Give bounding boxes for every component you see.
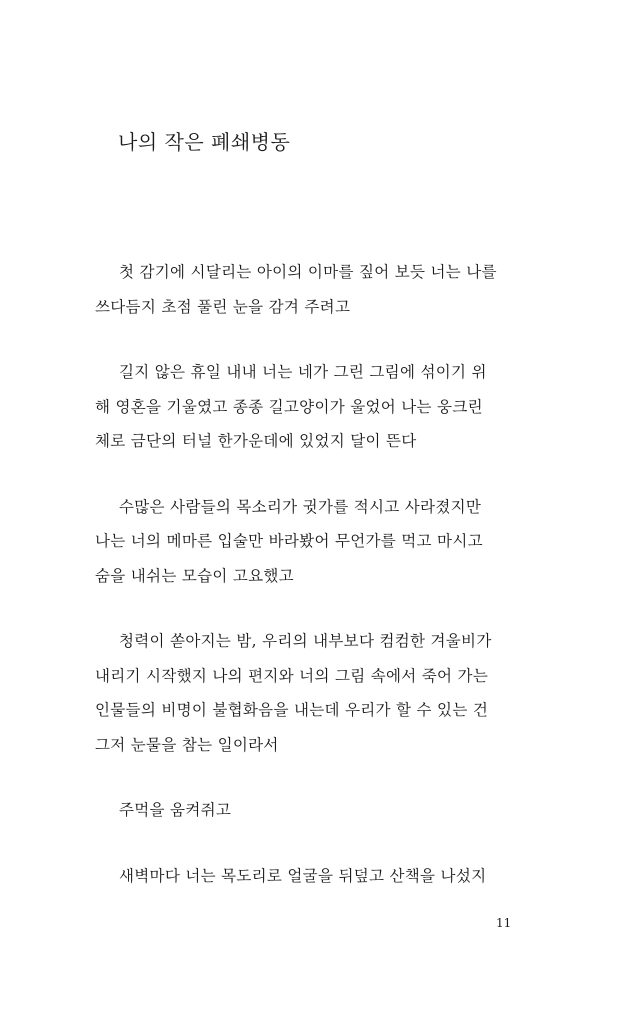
stanza-2 [95,355,535,459]
poem-line: 쓰다듬지 초점 풀린 눈을 감겨 주려고 [95,297,351,316]
stanza-4 [95,624,535,762]
stanza-5 [95,793,535,828]
stanza-6 [95,859,535,894]
poem-line: 내리기 시작했지 나의 편지와 너의 그림 속에서 죽어 가는 [95,666,489,685]
poem-line: 수많은 사람들의 목소리가 귓가를 적시고 사라졌지만 [119,497,482,516]
poem-line: 청력이 쏟아지는 밤, 우리의 내부보다 컴컴한 겨울비가 [119,632,492,650]
poem-line: 길지 않은 휴일 내내 너는 네가 그린 그림에 섞이기 위 [119,363,487,381]
page-number: 11 [496,916,512,930]
poem-line: 인물들의 비명이 불협화음을 내는데 우리가 할 수 있는 건 [95,701,489,719]
poem-body [95,255,535,924]
stanza-1 [95,255,535,324]
poem-line: 첫 감기에 시달리는 아이의 이마를 짚어 보듯 너는 나를 [119,263,497,281]
poem-line: 새벽마다 너는 목도리로 얼굴을 뒤덮고 산책을 나섰지 [119,866,487,885]
poem-line: 그저 눈물을 참는 일이라서 [95,735,279,754]
poem-line: 체로 금단의 터널 한가운데에 있었지 달이 뜬다 [95,432,417,450]
poem-line: 해 영혼을 기울였고 종종 길고양이가 울었어 나는 웅크린 [95,397,483,416]
stanza-3 [95,490,535,594]
poem-title: 나의 작은 폐쇄병동 [118,130,291,154]
poem-line: 주먹을 움켜쥐고 [119,801,232,819]
poem-line: 나는 너의 메마른 입술만 바라봤어 무언가를 먹고 마시고 [95,532,483,550]
poem-line: 숨을 내쉬는 모습이 고요했고 [95,566,294,585]
